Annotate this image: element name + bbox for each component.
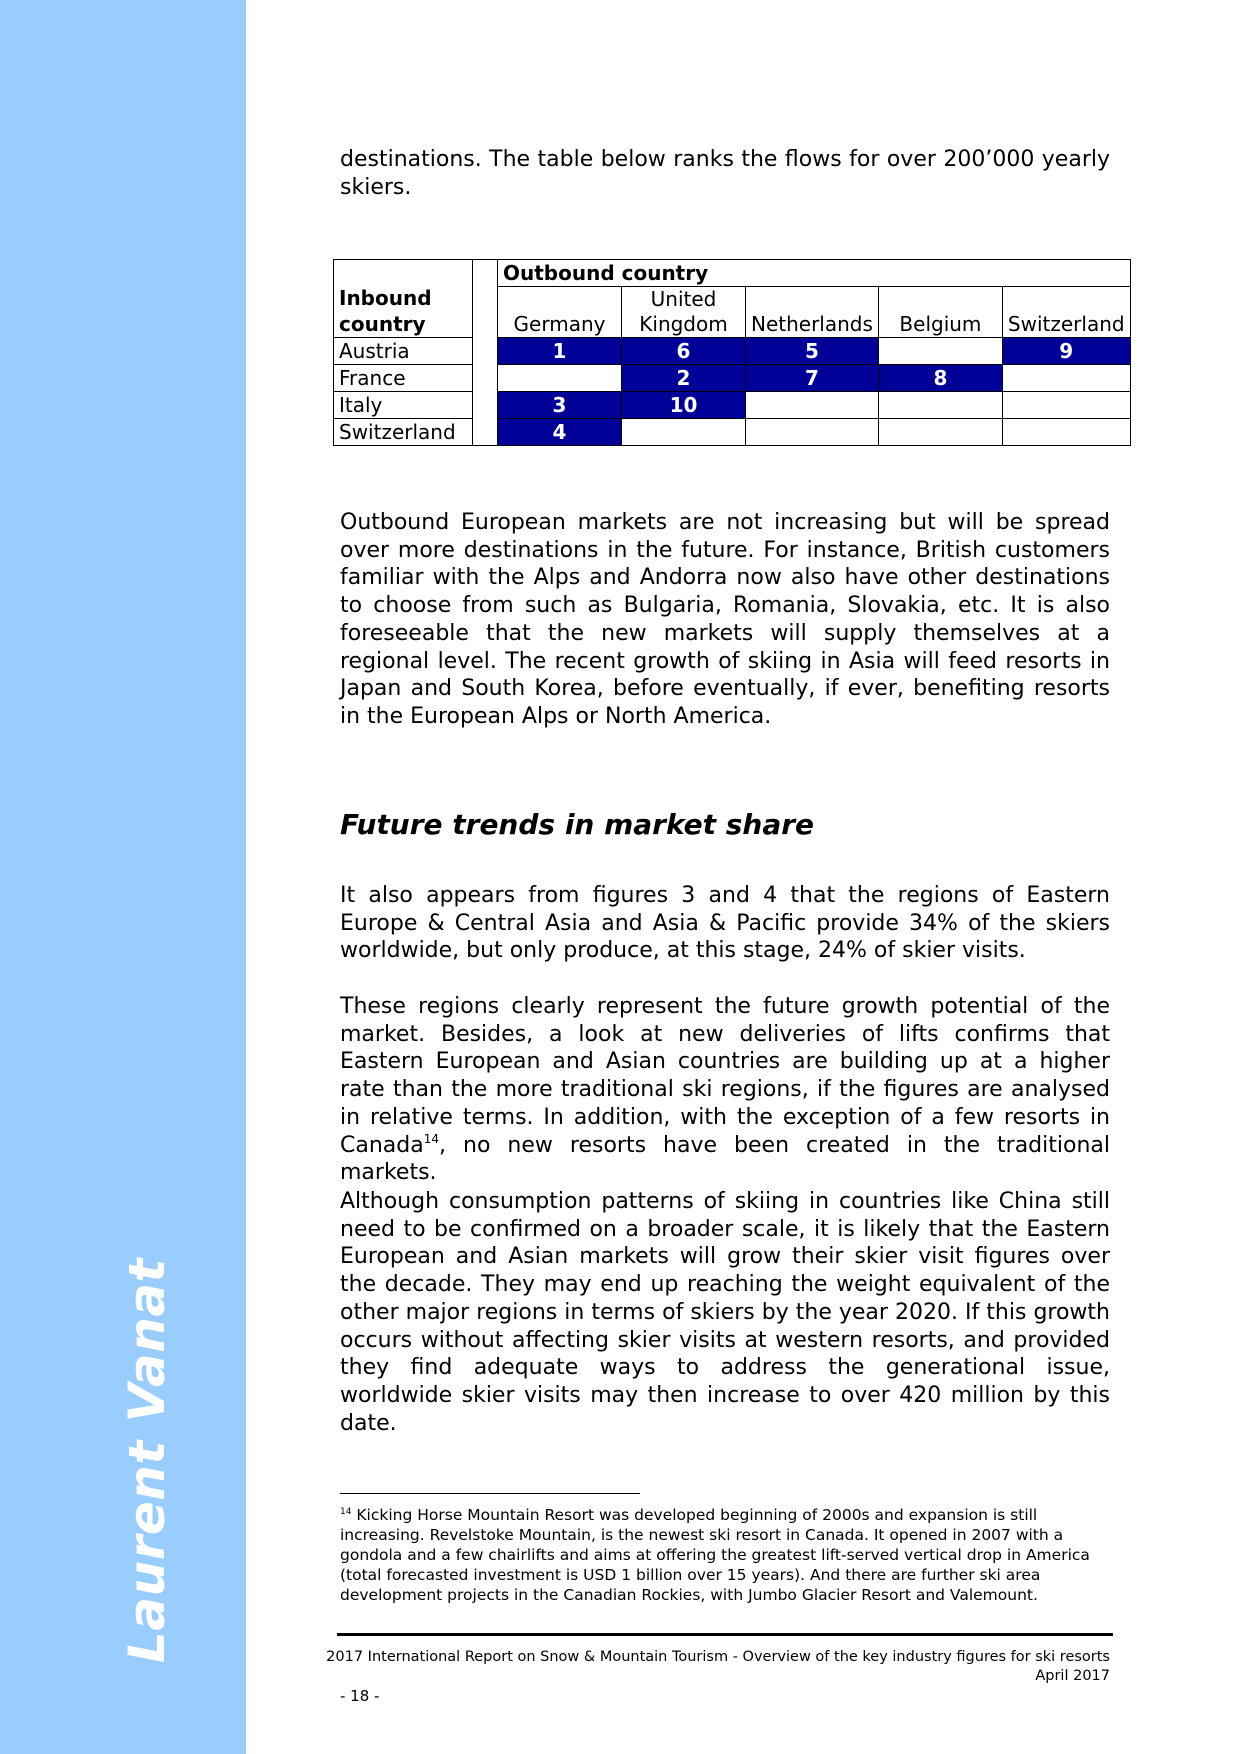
- rank-cell: [878, 419, 1002, 446]
- rank-cell: 9: [1002, 338, 1130, 365]
- rank-cell: 7: [746, 365, 879, 392]
- rank-cell: [746, 419, 879, 446]
- rank-cell: [1002, 392, 1130, 419]
- outbound-country-header: Outbound country: [498, 260, 1131, 287]
- table-row: [334, 365, 1131, 392]
- column-header-united-kingdom: United Kingdom: [622, 287, 746, 338]
- footer-date: April 2017: [1035, 1668, 1110, 1684]
- footnote-divider: [340, 1493, 640, 1494]
- author-name: Laurent Vanat: [118, 1258, 176, 1663]
- inbound-country-header: Inbound country: [334, 260, 473, 338]
- row-label: Switzerland: [334, 419, 473, 446]
- footnote-number: 14: [340, 1507, 352, 1517]
- row-label: Italy: [334, 392, 473, 419]
- rank-cell: [878, 338, 1002, 365]
- rank-cell: [1002, 419, 1130, 446]
- paragraph-consumption-patterns: Although consumption patterns of skiing in countries like China still need to be confirmed on a broader scale, it is likely that the Eastern European and Asian markets will grow their skier visit figures over the decade. They may end up reaching the weight equivalent of the other major regions in terms of skiers by the year 2020. If this growth occurs without affecting skier visits at western resorts, and provided they find adequate ways to address the generational issue, worldwide skier visits may then increase to over 420 million by this date.: [340, 1189, 1110, 1436]
- rank-cell: [498, 365, 622, 392]
- rank-cell: 1: [498, 338, 622, 365]
- footer-divider: [337, 1633, 1113, 1636]
- rank-cell: 2: [622, 365, 746, 392]
- footnote-text: Kicking Horse Mountain Resort was developed beginning of 2000s and expansion is still increasing. Revelstoke Mountain, is the newest ski resort in Canada. It opened in 2007 with a gondola and a few chairlifts and aims at offering the greatest lift-served vertical drop in America (total forecasted investment is USD 1 billion over 15 years). And there are further ski area development projects in the Canadian Rockies, with Jumbo Glacier Resort and Valemount.: [340, 1506, 1090, 1604]
- column-header-belgium: Belgium: [878, 287, 1002, 338]
- intro-paragraph: destinations. The table below ranks the flows for over 200’000 yearly skiers.: [340, 147, 1110, 200]
- table-row: [334, 392, 1131, 419]
- table-row: [334, 419, 1131, 446]
- rank-cell: 4: [498, 419, 622, 446]
- paragraph-growth-potential: These regions clearly represent the future growth potential of the market. Besides, a look at new deliveries of lifts confirms that Eastern European and Asian countries are building up at a higher rate than the more traditional ski regions, if the figures are analysed in relative terms. In addition, with the exception of a few resorts in Canada$^{14}$, no new resorts have been created in the traditional markets.: [340, 994, 1110, 1186]
- table-row: [334, 338, 1131, 365]
- row-label: France: [334, 365, 473, 392]
- column-header-netherlands: Netherlands: [746, 287, 879, 338]
- footer-report-title: 2017 International Report on Snow & Mountain Tourism - Overview of the key industry figures for ski resorts: [326, 1649, 1110, 1665]
- ski-flow-ranking-table: [333, 259, 1131, 446]
- rank-cell: 3: [498, 392, 622, 419]
- page-number: - 18 -: [340, 1687, 380, 1705]
- rank-cell: [622, 419, 746, 446]
- column-header-germany: Germany: [498, 287, 622, 338]
- row-label: Austria: [334, 338, 473, 365]
- footnote: [340, 1505, 1100, 1605]
- footnote-reference[interactable]: 14: [423, 1131, 439, 1146]
- column-header-switzerland: Switzerland: [1002, 287, 1130, 338]
- rank-cell: 5: [746, 338, 879, 365]
- rank-cell: [746, 392, 879, 419]
- rank-cell: [878, 392, 1002, 419]
- sidebar-band: [0, 0, 246, 1754]
- section-heading: Future trends in market share: [340, 808, 815, 841]
- rank-cell: 10: [622, 392, 746, 419]
- paragraph-outbound-markets: Outbound European markets are not increasing but will be spread over more destinations in the future. For instance, British customers familiar with the Alps and Andorra now also have other destinations to choose from such as Bulgaria, Romania, Slovakia, etc. It is also foreseeable that the new markets will supply themselves at a regional level. The recent growth of skiing in Asia will feed resorts in Japan and South Korea, before eventually, if ever, benefiting resorts in the European Alps or North America.: [340, 510, 1110, 729]
- paragraph-figures: It also appears from figures 3 and 4 that the regions of Eastern Europe & Central Asia and Asia & Pacific provide 34% of the skiers worldwide, but only produce, at this stage, 24% of skier visits.: [340, 883, 1110, 964]
- spacer-column: [473, 260, 498, 446]
- rank-cell: 6: [622, 338, 746, 365]
- rank-cell: 8: [878, 365, 1002, 392]
- rank-cell: [1002, 365, 1130, 392]
